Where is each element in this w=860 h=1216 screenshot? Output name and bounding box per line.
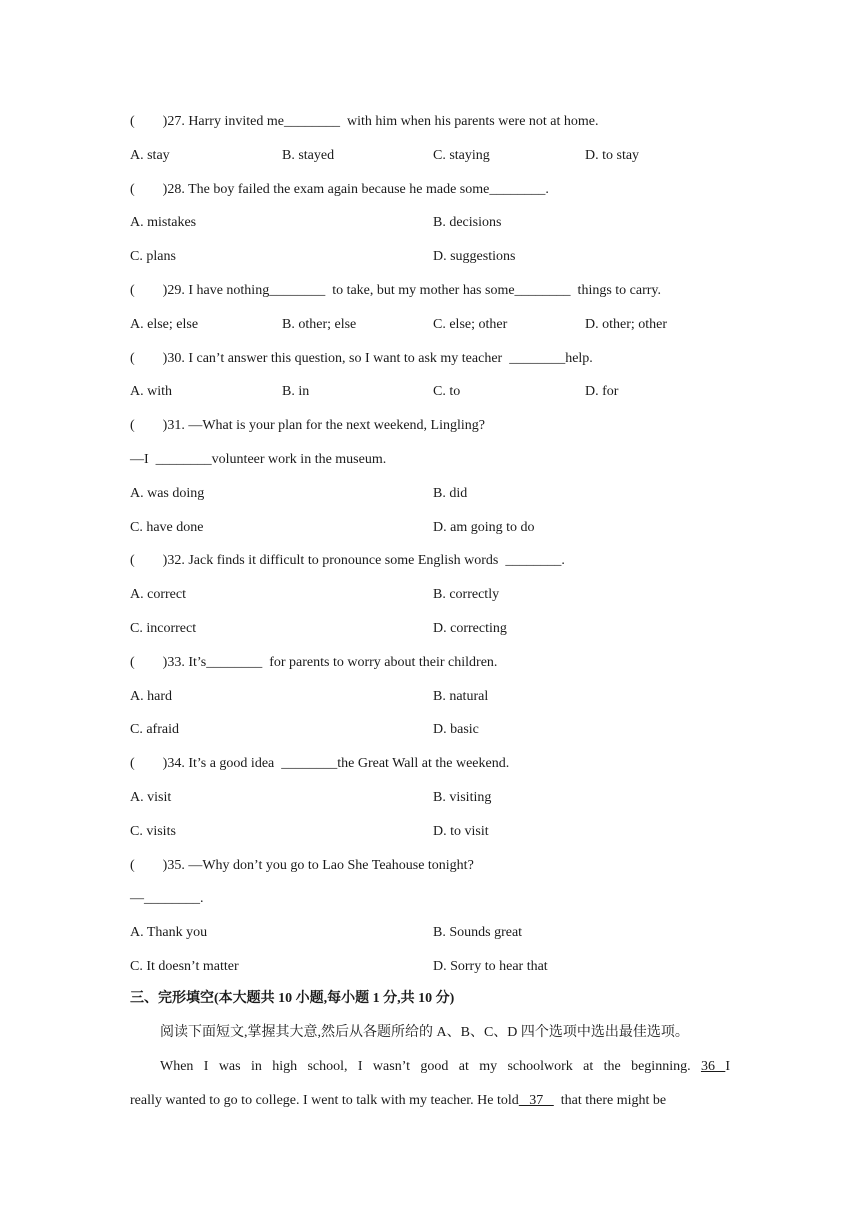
answer-option[interactable]: C. afraid <box>130 722 179 738</box>
answer-option[interactable]: B. Sounds great <box>433 925 523 941</box>
options-row <box>130 485 730 503</box>
answer-option[interactable]: C. plans <box>130 249 176 265</box>
question-stem: ( )33. It’s________ for parents to worry about their children. <box>130 654 498 670</box>
options-row <box>130 620 730 638</box>
answer-option[interactable]: B. other; else <box>282 316 357 332</box>
answer-option[interactable]: B. correctly <box>433 587 500 603</box>
options-row <box>130 383 730 401</box>
options-row <box>130 721 730 739</box>
answer-option[interactable]: D. for <box>585 384 619 400</box>
options-row <box>130 688 730 706</box>
question-stem: ( )31. —What is your plan for the next weekend, Lingling? <box>130 418 485 434</box>
question-stem: ( )34. It’s a good idea ________the Great Wall at the weekend. <box>130 756 510 772</box>
answer-option[interactable]: A. was doing <box>130 485 205 501</box>
answer-option[interactable]: B. natural <box>433 688 489 704</box>
options-row <box>130 316 730 334</box>
answer-option[interactable]: A. with <box>130 384 172 400</box>
section-instruction: 阅读下面短文,掌握其大意,然后从各题所给的 A、B、C、D 四个选项中选出最佳选项。 <box>160 1025 689 1040</box>
question-stem: ( )35. —Why don’t you go to Lao She Teahouse tonight? <box>130 857 474 873</box>
answer-option[interactable]: D. basic <box>433 722 479 738</box>
passage-text: When I was in high school, I wasn’t good at my schoolwork at the beginning. <box>160 1059 701 1074</box>
answer-option[interactable]: A. mistakes <box>130 215 197 231</box>
passage-text: I <box>725 1059 730 1074</box>
answer-option[interactable]: D. am going to do <box>433 519 535 535</box>
section-title: 三、完形填空(本大题共 10 小题,每小题 1 分,共 10 分) <box>130 991 455 1006</box>
question-response: —I ________volunteer work in the museum. <box>130 452 387 467</box>
question-response: —________. <box>130 891 204 907</box>
question-stem: ( )27. Harry invited me________ with him when his parents were not at home. <box>130 114 599 129</box>
question-stem: ( )32. Jack finds it difficult to pronounce some English words ________. <box>130 553 565 569</box>
answer-option[interactable]: C. staying <box>433 147 490 163</box>
blank-37: 37 <box>518 1093 554 1108</box>
answer-option[interactable]: C. incorrect <box>130 621 197 636</box>
passage-text: that there might be <box>553 1093 667 1108</box>
answer-option[interactable]: A. Thank you <box>130 925 208 941</box>
options-row <box>130 823 730 841</box>
options-row <box>130 586 730 604</box>
answer-option[interactable]: B. decisions <box>433 215 502 231</box>
answer-option[interactable]: A. correct <box>130 587 186 603</box>
options-row <box>130 519 730 537</box>
answer-option[interactable]: C. else; other <box>433 316 508 332</box>
options-row <box>130 789 730 807</box>
options-row <box>130 924 730 942</box>
question-stem: ( )28. The boy failed the exam again because he made some________. <box>130 181 549 197</box>
answer-option[interactable]: C. visits <box>130 823 176 839</box>
answer-option[interactable]: D. Sorry to hear that <box>433 959 548 974</box>
answer-option[interactable]: D. other; other <box>585 316 668 332</box>
options-row <box>130 958 730 976</box>
passage-text: really wanted to go to college. I went to talk with my teacher. He told <box>130 1093 519 1108</box>
answer-option[interactable]: B. in <box>282 384 310 400</box>
answer-option[interactable]: D. to visit <box>433 823 489 839</box>
passage-line-1 <box>160 1058 730 1076</box>
answer-option[interactable]: B. stayed <box>282 147 335 163</box>
answer-option[interactable]: D. to stay <box>585 147 640 163</box>
answer-option[interactable]: C. to <box>433 384 461 400</box>
options-row <box>130 248 730 266</box>
answer-option[interactable]: A. else; else <box>130 316 199 332</box>
answer-option[interactable]: A. hard <box>130 688 172 704</box>
blank-36: 36 <box>700 1059 726 1074</box>
question-stem: ( )30. I can’t answer this question, so I want to ask my teacher ________help. <box>130 350 593 366</box>
options-row <box>130 147 730 165</box>
answer-option[interactable]: A. stay <box>130 147 170 163</box>
answer-option[interactable]: B. did <box>433 485 468 501</box>
passage-line-2 <box>130 1092 730 1110</box>
answer-option[interactable]: B. visiting <box>433 790 492 805</box>
question-stem: ( )29. I have nothing________ to take, but my mother has some________ things to carry. <box>130 283 662 298</box>
answer-option[interactable]: D. suggestions <box>433 249 516 265</box>
answer-option[interactable]: A. visit <box>130 790 172 805</box>
answer-option[interactable]: D. correcting <box>433 621 507 636</box>
answer-option[interactable]: C. It doesn’t matter <box>130 959 239 974</box>
answer-option[interactable]: C. have done <box>130 519 204 535</box>
options-row <box>130 214 730 232</box>
